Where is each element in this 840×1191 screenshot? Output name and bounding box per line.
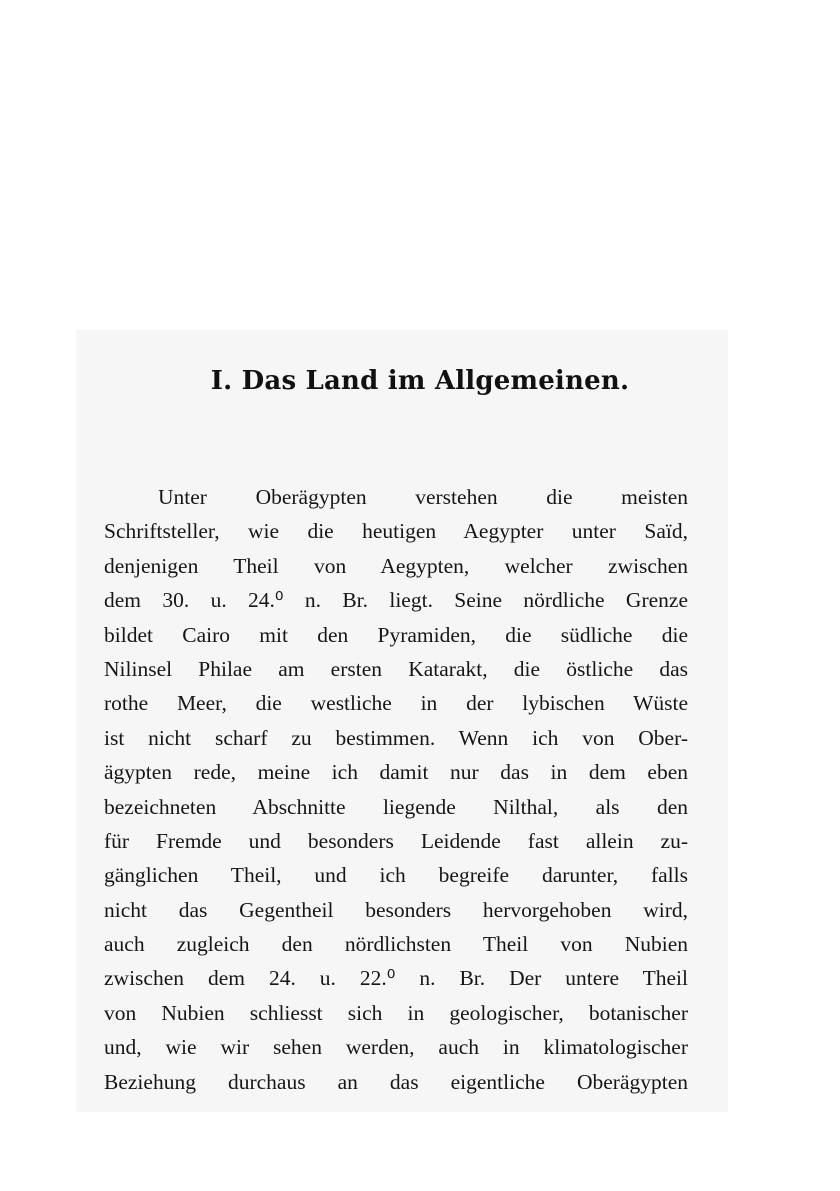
text-line: nicht das Gegentheil besonders hervorgehoben wird, xyxy=(104,897,688,922)
chapter-body-text xyxy=(104,480,688,1099)
text-line: bezeichneten Abschnitte liegende Nilthal, als den xyxy=(104,794,688,819)
text-line: bildet Cairo mit den Pyramiden, die südliche die xyxy=(104,622,688,647)
text-line: ist nicht scharf zu bestimmen. Wenn ich von Ober- xyxy=(104,725,688,750)
text-line: denjenigen Theil von Aegypten, welcher zwischen xyxy=(104,553,688,578)
text-line: dem 30. u. 24.⁰ n. Br. liegt. Seine nördliche Grenze xyxy=(104,588,688,613)
text-line: gänglichen Theil, und ich begreife darunter, falls xyxy=(104,863,688,888)
text-line: zwischen dem 24. u. 22.⁰ n. Br. Der untere Theil xyxy=(104,966,688,991)
text-line: Beziehung durchaus an das eigentliche Oberägypten xyxy=(104,1069,688,1094)
text-line: von Nubien schliesst sich in geologischer, botanischer xyxy=(104,1000,688,1025)
text-line: Nilinsel Philae am ersten Katarakt, die östliche das xyxy=(104,656,688,681)
text-line: rothe Meer, die westliche in der lybischen Wüste xyxy=(104,691,688,716)
text-line: für Fremde und besonders Leidende fast allein zu- xyxy=(104,828,688,853)
chapter-heading: I. Das Land im Allgemeinen. xyxy=(210,366,630,396)
text-line: ägypten rede, meine ich damit nur das in dem eben xyxy=(104,760,688,785)
text-line: Unter Oberägypten verstehen die meisten xyxy=(158,485,688,509)
text-line: und, wie wir sehen werden, auch in klimatologischer xyxy=(104,1035,688,1060)
text-line: Schriftsteller, wie die heutigen Aegypter unter Saïd, xyxy=(104,519,688,544)
text-line: auch zugleich den nördlichsten Theil von Nubien xyxy=(104,932,688,957)
